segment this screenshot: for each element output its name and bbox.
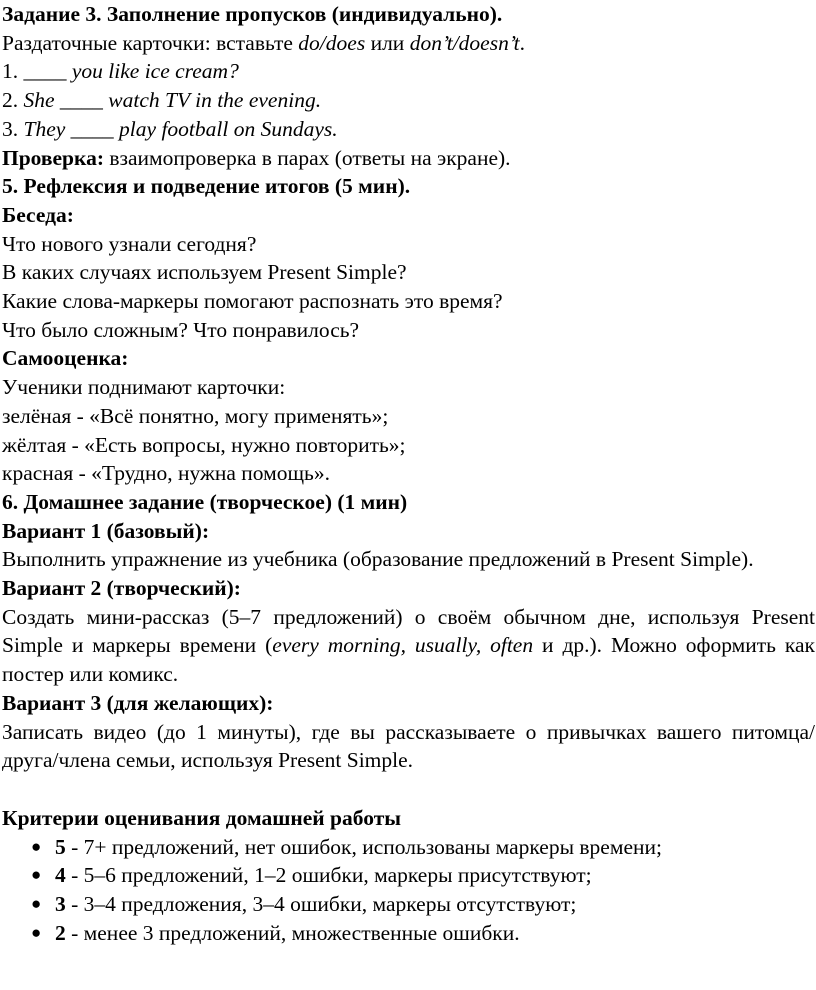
section5-heading: 5. Рефлексия и подведение итогов (5 мин). (2, 174, 411, 199)
criteria-text: - менее 3 предложений, множественные ошибки. (65, 920, 520, 945)
self-assessment-intro: Ученики поднимают карточки: (2, 375, 286, 400)
item-number: 2. (2, 88, 19, 113)
item-number: 3. (2, 116, 19, 141)
criteria-list (2, 833, 815, 948)
self-assessment-label: Самооценка: (2, 346, 129, 371)
variant-2-text-a: Создать мини-рассказ (5–7 предложений) о своём обычном дне, используя Present Simple и маркеры времени ( (2, 604, 815, 658)
section6-heading: 6. Домашнее задание (творческое) (1 мин) (2, 489, 408, 514)
variant-2-text (2, 603, 815, 689)
item-pre: They (18, 116, 71, 141)
question-2: В каких случаях используем Present Simple? (2, 260, 407, 285)
criteria-item (31, 890, 815, 919)
talk-label: Беседа: (2, 202, 74, 227)
item-pre: She (18, 88, 60, 113)
bullet-icon: ● (31, 865, 42, 885)
check-label: Проверка: (2, 145, 104, 170)
card-yellow: жёлтая - «Есть вопросы, нужно повторить»; (2, 432, 406, 457)
task3-intro-prefix: Раздаточные карточки: вставьте (2, 30, 299, 55)
task3-intro (2, 29, 815, 58)
question-3: Какие слова-маркеры помогают распознать это время? (2, 289, 503, 314)
question-1: Что нового узнали сегодня? (2, 231, 257, 256)
criteria-text: - 3–4 предложения, 3–4 ошибки, маркеры отсутствуют; (65, 892, 577, 917)
variant-1-label: Вариант 1 (базовый): (2, 518, 210, 543)
criteria-text: - 5–6 предложений, 1–2 ошибки, маркеры присутствуют; (65, 863, 592, 888)
task3-item-2 (2, 86, 815, 115)
check-text: взаимопроверка в парах (ответы на экране). (103, 145, 511, 170)
criteria-text: - 7+ предложений, нет ошибок, использованы маркеры времени; (65, 834, 662, 859)
bullet-icon: ● (31, 894, 42, 914)
task3-heading: Задание 3. Заполнение пропусков (индивидуально). (2, 2, 503, 26)
criteria-grade: 2 (55, 920, 66, 945)
task3-intro-end: . (519, 30, 525, 55)
criteria-grade: 3 (55, 892, 66, 917)
item-number: 1. (2, 59, 19, 84)
item-blank: ____ (59, 88, 103, 113)
item-post: watch TV in the evening. (102, 88, 322, 113)
criteria-item (31, 833, 815, 862)
criteria-item (31, 919, 815, 948)
task3-intro-option-1: do/does (298, 30, 366, 55)
variant-3-text: Записать видео (до 1 минуты), где вы рассказываете о привычках вашего питомца/друга/члена семьи, используя Present Simple. (2, 719, 815, 773)
task3-check (2, 144, 815, 173)
criteria-item (31, 861, 815, 890)
variant-1-text: Выполнить упражнение из учебника (образование предложений в Present Simple). (2, 547, 754, 572)
bullet-icon: ● (31, 922, 42, 942)
item-blank: ____ (70, 116, 114, 141)
variant-3-label: Вариант 3 (для желающих): (2, 690, 274, 715)
item-post: play football on Sundays. (113, 116, 338, 141)
question-4: Что было сложным? Что понравилось? (2, 317, 360, 342)
task3-item-1 (2, 57, 815, 86)
criteria-grade: 5 (55, 834, 66, 859)
bullet-icon: ● (31, 836, 42, 856)
variant-2-label: Вариант 2 (творческий): (2, 576, 241, 601)
card-green: зелёная - «Всё понятно, могу применять»; (2, 403, 389, 428)
card-red: красная - «Трудно, нужна помощь». (2, 461, 330, 486)
item-blank: ____ (23, 59, 67, 84)
spacer (2, 775, 815, 804)
task3-intro-option-2: don’t/doesn’t (409, 30, 520, 55)
criteria-grade: 4 (55, 863, 66, 888)
variant-2-text-b: и др.). Можно оформить как постер или комикс. (2, 633, 815, 687)
item-post: you like ice cream? (66, 59, 239, 84)
task3-intro-mid: или (365, 30, 410, 55)
variant-2-markers: every morning, usually, often (272, 633, 534, 658)
criteria-heading: Критерии оценивания домашней работы (2, 805, 402, 830)
task3-item-3 (2, 115, 815, 144)
